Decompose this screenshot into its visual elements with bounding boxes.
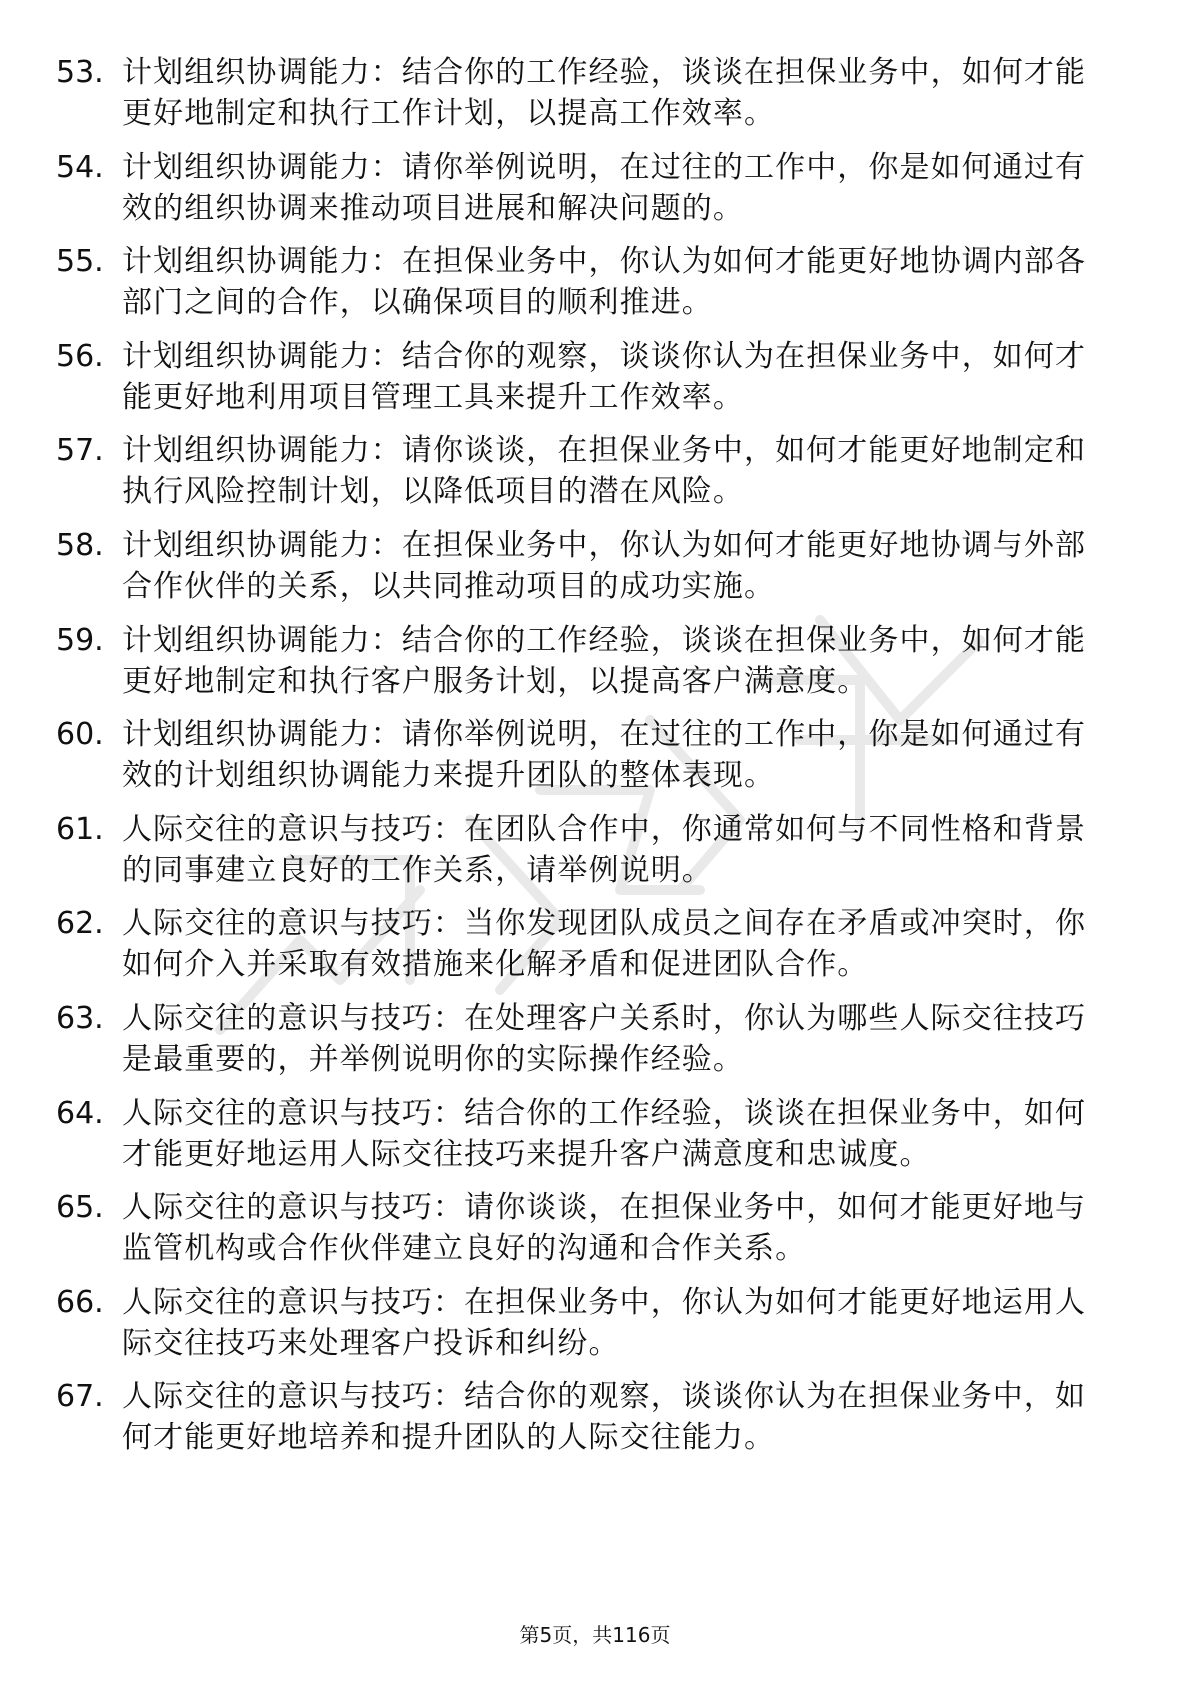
question-number: 58. xyxy=(56,527,104,563)
question-item xyxy=(56,52,1106,134)
question-text: 计划组织协调能力：在担保业务中，你认为如何才能更好地协调内部各部门之间的合作，以确保项目的顺利推进。 xyxy=(122,244,1087,321)
question-text: 计划组织协调能力：请你谈谈，在担保业务中，如何才能更好地制定和执行风险控制计划，以降低项目的潜在风险。 xyxy=(122,433,1087,510)
question-item xyxy=(56,809,1106,891)
question-number: 64. xyxy=(56,1095,104,1131)
question-number: 53. xyxy=(56,55,104,90)
question-text: 计划组织协调能力：请你举例说明，在过往的工作中，你是如何通过有效的计划组织协调能力来提升团队的整体表现。 xyxy=(122,717,1087,794)
question-text: 计划组织协调能力：结合你的工作经验，谈谈在担保业务中，如何才能更好地制定和执行工作计划，以提高工作效率。 xyxy=(122,55,1087,131)
question-item xyxy=(56,241,1106,323)
question-number: 63. xyxy=(56,1000,104,1036)
question-item xyxy=(56,1093,1106,1175)
question-text: 计划组织协调能力：在担保业务中，你认为如何才能更好地协调与外部合作伙伴的关系，以共同推动项目的成功实施。 xyxy=(122,527,1087,604)
question-item xyxy=(56,336,1106,418)
question-item xyxy=(56,903,1106,985)
question-text: 人际交往的意识与技巧：在团队合作中，你通常如何与不同性格和背景的同事建立良好的工作关系，请举例说明。 xyxy=(122,811,1087,888)
question-number: 62. xyxy=(56,906,104,942)
question-item xyxy=(56,147,1106,229)
question-text: 计划组织协调能力：请你举例说明，在过往的工作中，你是如何通过有效的组织协调来推动项目进展和解决问题的。 xyxy=(122,149,1087,226)
question-number: 65. xyxy=(56,1190,104,1226)
question-text: 计划组织协调能力：结合你的观察，谈谈你认为在担保业务中，如何才能更好地利用项目管理工具来提升工作效率。 xyxy=(122,338,1087,415)
question-item xyxy=(56,1376,1106,1458)
question-text: 人际交往的意识与技巧：结合你的工作经验，谈谈在担保业务中，如何才能更好地运用人际交往技巧来提升客户满意度和忠诚度。 xyxy=(122,1095,1087,1172)
question-text: 人际交往的意识与技巧：在担保业务中，你认为如何才能更好地运用人际交往技巧来处理客户投诉和纠纷。 xyxy=(122,1284,1087,1361)
question-text: 人际交往的意识与技巧：当你发现团队成员之间存在矛盾或冲突时，你如何介入并采取有效措施来化解矛盾和促进团队合作。 xyxy=(122,906,1087,983)
question-item xyxy=(56,1282,1106,1364)
question-item xyxy=(56,998,1106,1080)
question-number: 54. xyxy=(56,149,104,185)
question-number: 56. xyxy=(56,338,104,374)
question-number: 61. xyxy=(56,811,104,847)
question-text: 计划组织协调能力：结合你的工作经验，谈谈在担保业务中，如何才能更好地制定和执行客户服务计划，以提高客户满意度。 xyxy=(122,622,1087,699)
question-number: 55. xyxy=(56,244,104,280)
question-text: 人际交往的意识与技巧：请你谈谈，在担保业务中，如何才能更好地与监管机构或合作伙伴建立良好的沟通和合作关系。 xyxy=(122,1190,1087,1267)
question-number: 59. xyxy=(56,622,104,658)
question-item xyxy=(56,430,1106,512)
question-text: 人际交往的意识与技巧：结合你的观察，谈谈你认为在担保业务中，如何才能更好地培养和提升团队的人际交往能力。 xyxy=(122,1379,1087,1456)
question-number: 67. xyxy=(56,1379,104,1415)
question-item xyxy=(56,714,1106,796)
question-item xyxy=(56,1187,1106,1269)
question-text: 人际交往的意识与技巧：在处理客户关系时，你认为哪些人际交往技巧是最重要的，并举例说明你的实际操作经验。 xyxy=(122,1000,1087,1077)
question-number: 57. xyxy=(56,433,104,469)
page-footer: 第5页，共116页 xyxy=(519,1623,671,1647)
question-number: 66. xyxy=(56,1284,104,1320)
question-item xyxy=(56,525,1106,607)
question-item xyxy=(56,620,1106,702)
question-list xyxy=(56,52,1106,1471)
question-number: 60. xyxy=(56,717,104,753)
